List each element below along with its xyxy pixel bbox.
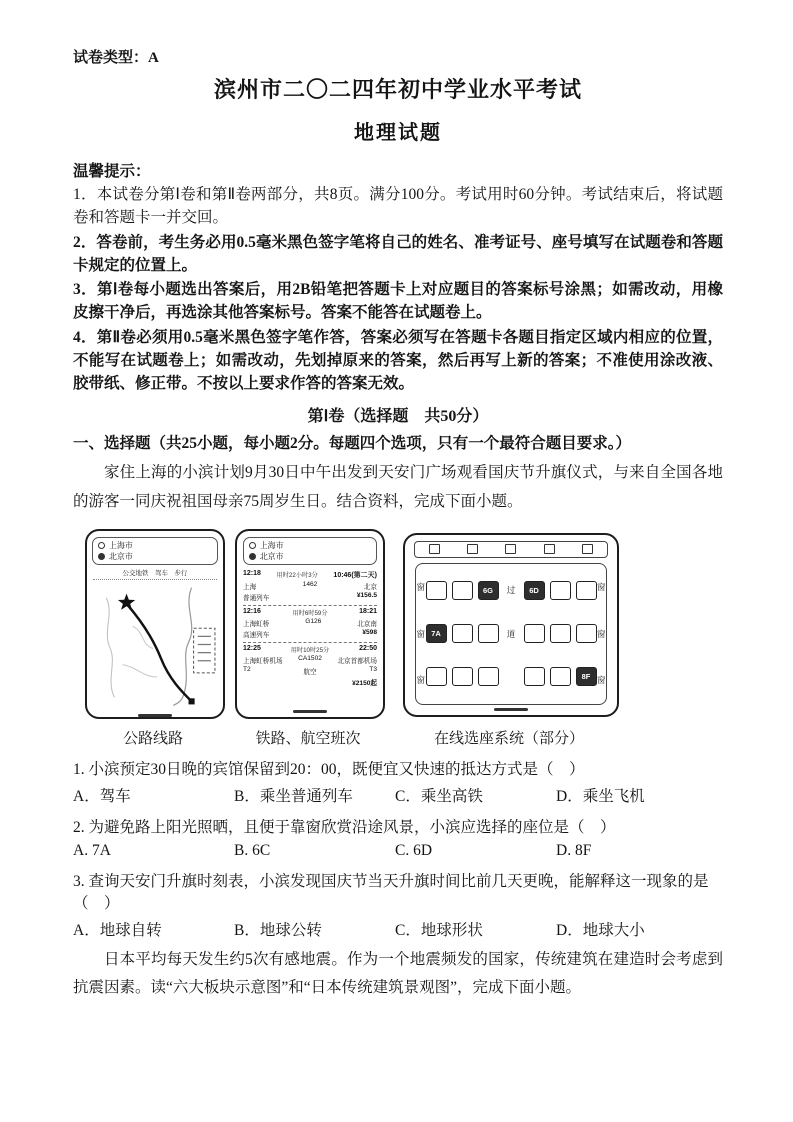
route-map-svg xyxy=(92,581,218,710)
station-line xyxy=(243,581,377,591)
schedule-row-high-speed-train xyxy=(243,606,377,643)
map-legend-box xyxy=(194,628,215,673)
route-destination-star xyxy=(118,594,135,610)
notice-item-2: 2．答卷前，考生务必用0.5毫米黑色签字笔将自己的姓名、准考证号、座号填写在试题卷和答题卡规定的位置上。 xyxy=(73,233,723,274)
seat[interactable] xyxy=(478,624,499,643)
province-lines xyxy=(122,626,157,677)
figure-group xyxy=(73,527,723,723)
question-1-options xyxy=(73,784,723,806)
seat[interactable] xyxy=(576,581,597,600)
to-station: 北京南 xyxy=(357,620,377,628)
price: ¥2150起 xyxy=(352,679,377,687)
window-label: 窗 xyxy=(416,581,425,592)
type-price-line xyxy=(243,592,377,602)
time-line xyxy=(243,645,377,654)
seat-system-toolbar xyxy=(414,541,608,558)
transport-mode-tabs: 公交地铁 驾车 步行 xyxy=(93,567,217,580)
seat[interactable] xyxy=(550,667,571,686)
figure-captions xyxy=(73,727,723,748)
train-cabin xyxy=(415,563,607,705)
destination-city-label: 北京市 xyxy=(259,551,284,561)
destination-dot-icon xyxy=(249,553,256,560)
window-label: 窗 xyxy=(416,675,425,686)
option-b[interactable]: B. 6C xyxy=(234,841,271,859)
option-a[interactable]: A．地球自转 xyxy=(73,921,162,939)
window-label: 窗 xyxy=(416,628,425,639)
from-station: 上海 xyxy=(243,583,257,591)
phone-home-bar xyxy=(138,714,172,717)
toolbar-icon xyxy=(505,544,516,554)
train-code: 1462 xyxy=(302,580,318,588)
transport-type: 高速列车 xyxy=(243,631,270,639)
notice-item-3: 3．第Ⅰ卷每小题选出答案后，用2B铅笔把答题卡上对应题目的答案标号涂黑；如需改动，用橡皮擦干净后，再选涂其他答案标号。答案不能答在试题卷上。 xyxy=(73,281,723,322)
seat-7A[interactable]: 7A xyxy=(426,624,447,643)
option-b[interactable]: B．地球公转 xyxy=(234,921,322,939)
departure-time: 12:16 xyxy=(243,607,261,615)
from-airport: 上海虹桥机场 xyxy=(243,657,283,665)
seat[interactable] xyxy=(478,667,499,686)
aisle-label-top: 过 xyxy=(506,585,516,596)
to-terminal: T3 xyxy=(369,665,377,673)
question-2-options xyxy=(73,842,723,860)
caption-seat-selection: 在线选座系统（部分） xyxy=(433,730,584,747)
time-line xyxy=(243,608,377,617)
question-intro-paragraph: 家住上海的小滨计划9月30日中午出发到天安门广场观看国庆节升旗仪式，与来自全国各地的游客一同庆祝祖国母亲75周岁生日。结合资料，完成下面小题。 xyxy=(73,464,723,510)
toolbar-icon xyxy=(544,544,555,554)
transport-type: 普通列车 xyxy=(243,594,270,602)
origin-city-label: 上海市 xyxy=(108,540,133,550)
window-label: 窗 xyxy=(596,581,606,592)
question-3-text: 3. 查询天安门升旗时刻表，小滨发现国庆节当天升旗时间比前几天更晚，能解释这一现象的是（ ） xyxy=(73,872,709,912)
question-2-text: 2. 为避免路上阳光照晒，且便于靠窗欣赏沿途风景，小滨应选择的座位是（ ） xyxy=(73,818,616,836)
price: ¥598 xyxy=(362,628,377,636)
transport-type: 航空 xyxy=(303,668,317,676)
flight-code: CA1502 xyxy=(298,654,322,662)
schedule-header xyxy=(243,537,378,565)
seat[interactable] xyxy=(524,624,545,643)
option-c[interactable]: C．乘坐高铁 xyxy=(395,787,483,805)
border-path-west xyxy=(106,598,114,698)
seat[interactable] xyxy=(426,667,447,686)
seat[interactable] xyxy=(550,581,571,600)
question-1-text: 1. 小滨预定30日晚的宾馆保留到20：00，既便宜又快速的抵达方式是（ ） xyxy=(73,760,585,778)
seat[interactable] xyxy=(576,624,597,643)
option-d[interactable]: D. 8F xyxy=(556,841,592,859)
to-station: 北京 xyxy=(363,583,377,591)
exam-title: 滨州市二〇二四年初中学业水平考试 xyxy=(213,77,582,102)
price-line xyxy=(243,677,377,687)
origin-city-label: 上海市 xyxy=(259,540,284,550)
figure-seat-selection-phone xyxy=(403,533,619,717)
notice-heading: 温馨提示： xyxy=(73,163,151,180)
window-label-column-left xyxy=(416,564,426,704)
page-content xyxy=(73,46,723,1005)
window-label-column-right xyxy=(597,564,607,704)
section-subheading: 一、选择题（共25小题，每小题2分。每题四个选项，只有一个最符合题目要求。） xyxy=(73,435,632,453)
option-a[interactable]: A．驾车 xyxy=(73,787,131,805)
option-d[interactable]: D．乘坐飞机 xyxy=(556,787,645,805)
section-heading: 第Ⅰ卷（选择题 共50分） xyxy=(307,408,489,426)
seat[interactable] xyxy=(426,581,447,600)
window-label: 窗 xyxy=(596,628,606,639)
schedule-row-flight xyxy=(243,643,377,690)
destination-line xyxy=(98,551,212,562)
seat-row-8 xyxy=(426,667,597,686)
route-start-marker xyxy=(189,698,195,704)
route-line xyxy=(127,604,192,702)
arrival-time: 18:21 xyxy=(359,607,377,615)
seat[interactable] xyxy=(452,624,473,643)
notice-item-1: 1．本试卷分第Ⅰ卷和第Ⅱ卷两部分，共8页。满分100分。考试用时60分钟。考试结束后，将试题卷和答题卡一并交回。 xyxy=(73,186,723,227)
seat-6D[interactable]: 6D xyxy=(524,581,545,600)
seat-grid xyxy=(426,564,597,704)
option-a[interactable]: A. 7A xyxy=(73,841,111,859)
route-map xyxy=(92,581,218,710)
arrival-time: 10:46(第二天) xyxy=(333,571,377,579)
departure-time: 12:25 xyxy=(243,644,261,652)
station-line xyxy=(243,655,377,665)
phone-home-bar xyxy=(494,708,528,711)
next-section-intro-paragraph: 日本平均每天发生约5次有感地震。作为一个地震频发的国家，传统建筑在建造时会考虑到抗震因素。读“六大板块示意图”和“日本传统建筑景观图”，完成下面小题。 xyxy=(73,950,723,997)
figure-schedule-phone xyxy=(235,529,385,719)
train-code: G126 xyxy=(305,617,322,625)
seat[interactable] xyxy=(452,667,473,686)
seat-row-6 xyxy=(426,581,597,600)
schedule-row-ordinary-train xyxy=(243,568,377,606)
terminal-line xyxy=(243,666,377,676)
destination-city-label: 北京市 xyxy=(108,551,133,561)
to-airport: 北京首都机场 xyxy=(337,657,377,665)
figure-road-route-phone xyxy=(85,529,225,719)
duration: 用时22小时3分 xyxy=(276,571,318,579)
seat[interactable] xyxy=(550,624,571,643)
duration: 用时6时59分 xyxy=(292,609,328,617)
window-label: 窗 xyxy=(596,675,606,686)
caption-road-route: 公路线路 xyxy=(122,730,183,747)
aisle-label-bottom: 道 xyxy=(506,628,516,639)
coastline-path xyxy=(173,588,191,706)
option-c[interactable]: C. 6D xyxy=(395,841,433,859)
question-3-options xyxy=(73,918,723,940)
price: ¥156.5 xyxy=(356,591,377,599)
toolbar-icon xyxy=(582,544,593,554)
departure-time: 12:18 xyxy=(243,569,261,577)
toolbar-icon xyxy=(429,544,440,554)
seat-8F[interactable]: 8F xyxy=(576,667,597,686)
seat[interactable] xyxy=(452,581,473,600)
destination-line xyxy=(249,551,372,562)
seat-row-7 xyxy=(426,624,597,643)
phone-home-bar xyxy=(293,710,327,713)
schedule-list xyxy=(237,567,383,709)
seat-6G[interactable]: 6G xyxy=(478,581,499,600)
origin-line xyxy=(98,540,212,551)
seat[interactable] xyxy=(524,667,545,686)
subject-title: 地理试题 xyxy=(354,122,442,144)
paper-type-label: 试卷类型：A xyxy=(73,50,159,66)
origin-dot-icon xyxy=(249,542,256,549)
destination-dot-icon xyxy=(98,553,105,560)
notice-item-4: 4．第Ⅱ卷必须用0.5毫米黑色签字笔作答，答案必须写在答题卡各题目指定区域内相应的位置，不能写在试题卷上；如需改动，先划掉原来的答案，然后再写上新的答案；不准使用涂改液、胶带纸、修正带。不按以上要求作答的答案无效。 xyxy=(73,328,723,392)
from-terminal: T2 xyxy=(243,665,251,673)
origin-line xyxy=(249,540,372,551)
station-line xyxy=(243,618,377,628)
route-header xyxy=(92,537,218,565)
option-d[interactable]: D．地球大小 xyxy=(556,921,645,939)
option-b[interactable]: B．乘坐普通列车 xyxy=(234,787,353,805)
caption-rail-air-schedule: 铁路、航空班次 xyxy=(255,730,361,747)
from-station: 上海虹桥 xyxy=(243,620,270,628)
time-line xyxy=(243,570,377,580)
type-price-line xyxy=(243,629,377,639)
toolbar-icon xyxy=(467,544,478,554)
duration: 用时10时25分 xyxy=(290,646,330,654)
origin-dot-icon xyxy=(98,542,105,549)
option-c[interactable]: C．地球形状 xyxy=(395,921,483,939)
arrival-time: 22:50 xyxy=(359,644,377,652)
